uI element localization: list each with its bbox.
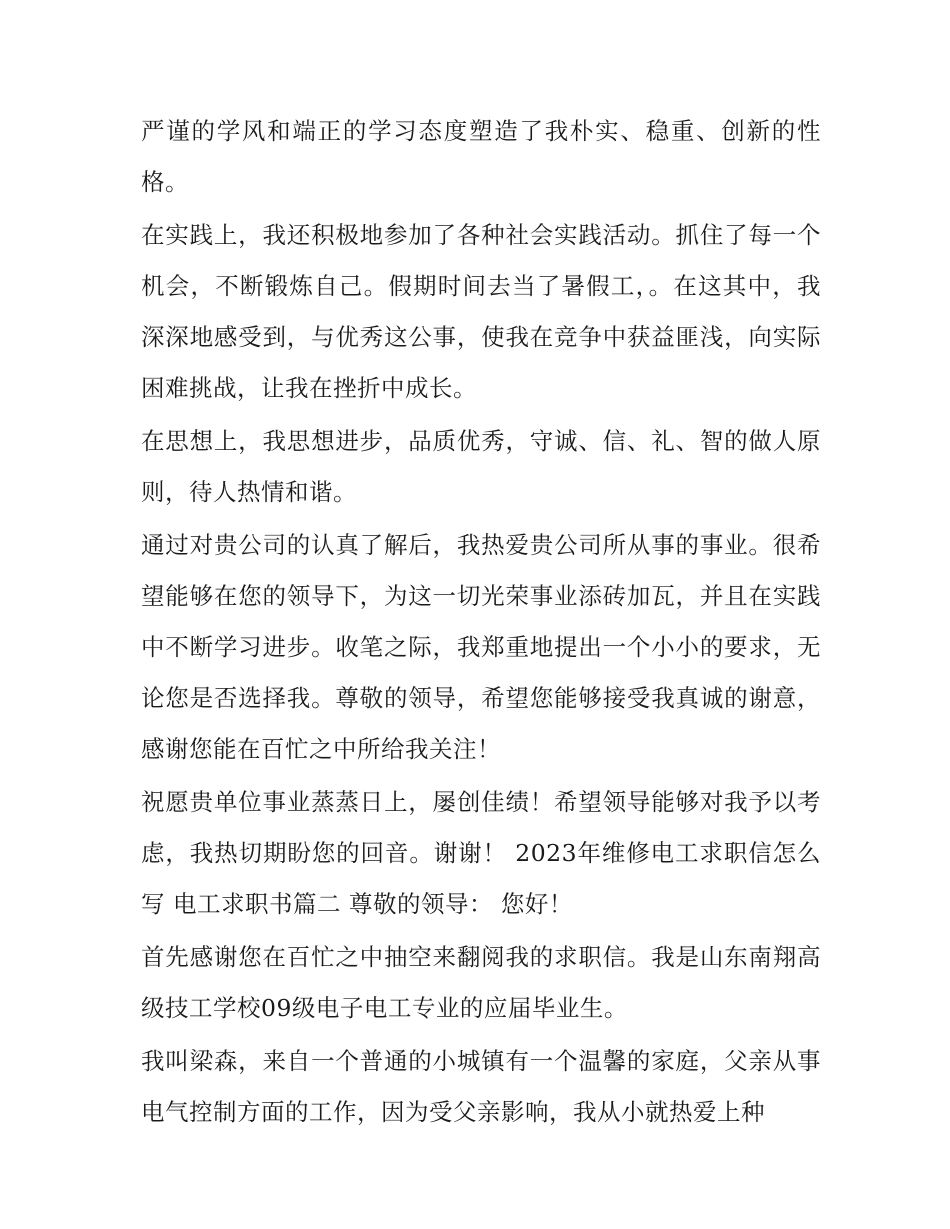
paragraph-company: 通过对贵公司的认真了解后，我热爱贵公司所从事的事业。很希望能够在您的领导下，为这一切光荣事业添砖加瓦，并且在实践中不断学习进步。收笔之际，我郑重地提出一个小小的要求，无论您是否选择我。尊敬的领导，希望您能够接受我真诚的谢意，感谢您能在百忙之中所给我关注！ [141,531,821,763]
document-body [141,106,821,1138]
paragraph-background: 我叫梁森，来自一个普通的小城镇有一个温馨的家庭，父亲从事电气控制方面的工作，因为受父亲影响，我从小就热爱上种 [141,1047,821,1126]
paragraph-closing: 祝愿贵单位事业蒸蒸日上，屡创佳绩！希望领导能够对我予以考虑，我热切期盼您的回音。谢谢！ 2023年维修电工求职信怎么写 电工求职书篇二 尊敬的领导： 您好！ [141,788,821,918]
paragraph-practice: 在实践上，我还积极地参加了各种社会实践活动。抓住了每一个机会，不断锻炼自己。假期时间去当了暑假工，。在这其中，我深深地感受到，与优秀这公事，使我在竞争中获益匪浅，向实际困难挑战，让我在挫折中成长。 [141,221,821,402]
paragraph-introduction: 首先感谢您在百忙之中抽空来翻阅我的求职信。我是山东南翔高级技工学校09级电子电工专业的应届毕业生。 [141,943,821,1022]
paragraph-character: 严谨的学风和端正的学习态度塑造了我朴实、稳重、创新的性格。 [141,117,821,196]
paragraph-ideology: 在思想上，我思想进步，品质优秀，守诚、信、礼、智的做人原则，待人热情和谐。 [141,427,821,506]
